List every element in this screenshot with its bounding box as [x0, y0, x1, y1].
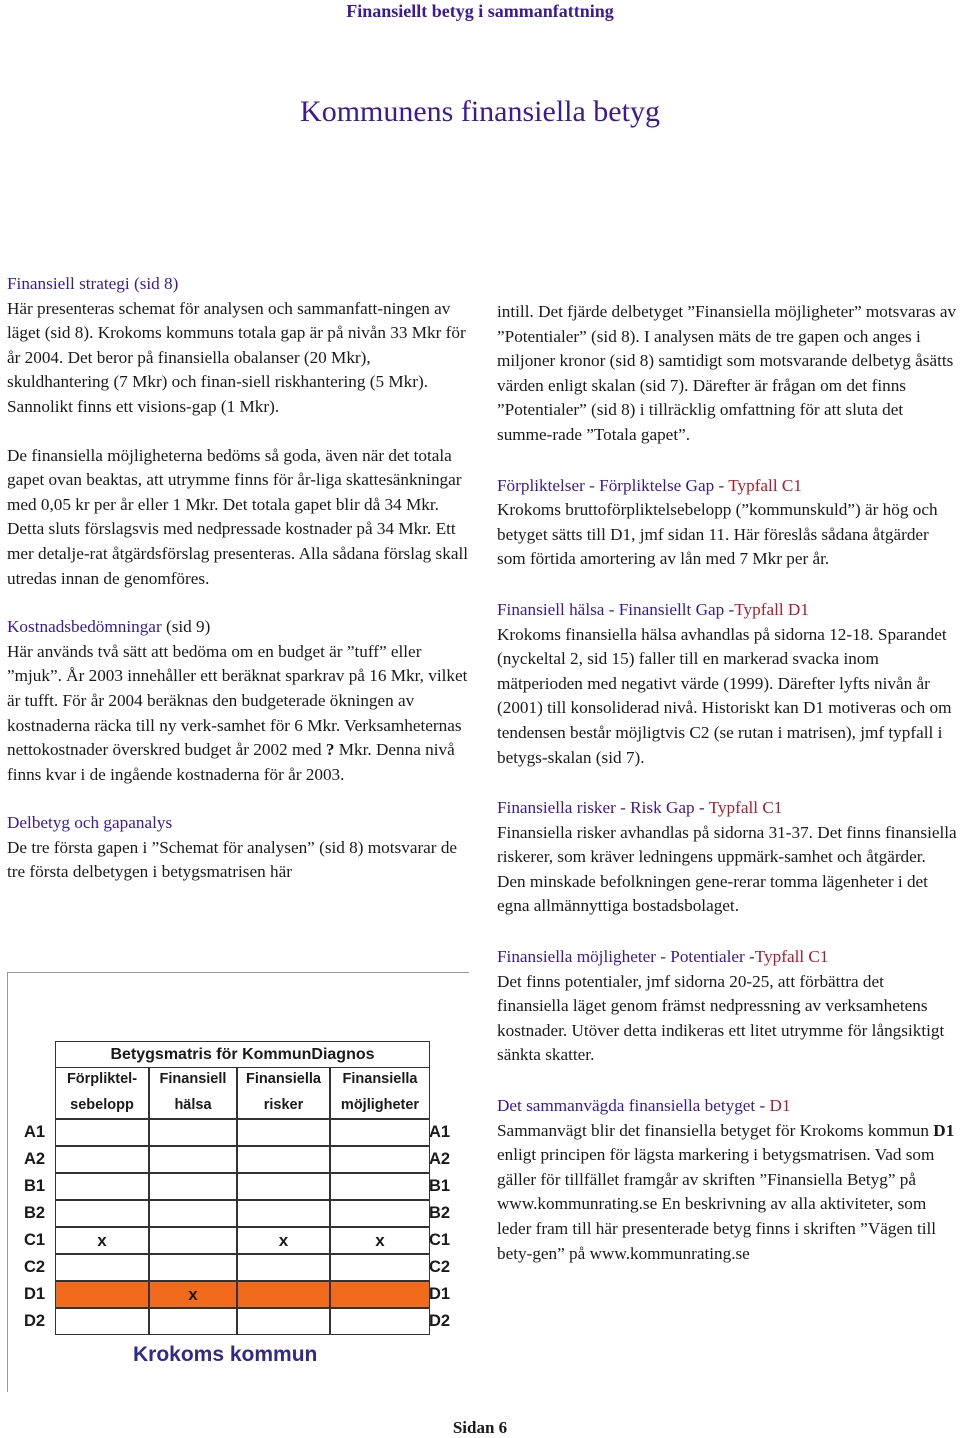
- matrix-cell: [55, 1308, 149, 1335]
- matrix-column-header: hälsa: [174, 1097, 212, 1113]
- overall-grade-bold: D1: [933, 1120, 955, 1140]
- heading-obligations-main: Förpliktelser - Förpliktelse Gap -: [497, 475, 729, 495]
- matrix-mark: x: [188, 1285, 198, 1304]
- paragraph-intro: intill. Det fjärde delbetyget ”Finansiella möjligheter” motsvaras av ”Potentialer” (sid 8). I analysen mäts de tre gapen och anges i miljoner kronor (sid 8) samtidigt som motsvarande delbetyg åsätts värden enligt skalan (sid 7). Därefter är frågan om det finns ”Potentialer” (sid 8) i tillräcklig omfattning för att sluta det summe-rade ”Totala gapet”.: [497, 302, 957, 444]
- heading-risks: [497, 796, 957, 821]
- matrix-mark: x: [278, 1231, 289, 1250]
- matrix-cell: [149, 1308, 237, 1335]
- paragraph-opportunities: De finansiella möjligheterna bedöms så goda, även när det totala gapet ovan beaktas, att utrymme finns för år-liga skattesänkningar med 0,05 kr per år eller 1 Mkr. Det totala gapet blir då 34 Mkr. Detta sluts förslagsvis med nedpressade kostnader på 34 Mkr. Ett mer detalje-rat åtgärdsförslag presenteras. Alla sådana förslag skall utredas innan de genomföres.: [7, 445, 469, 588]
- matrix-row-label: D1: [24, 1285, 46, 1303]
- matrix-row-label: A2: [429, 1150, 451, 1168]
- grade-obligations: Typfall C1: [728, 475, 802, 495]
- matrix-cell: [330, 1254, 430, 1281]
- page-title: Kommunens finansiella betyg: [300, 95, 660, 128]
- section-heading-strategy: Finansiell strategi (sid 8): [7, 274, 179, 293]
- matrix-cell: [55, 1281, 149, 1308]
- heading-costs-suffix: (sid 9): [161, 617, 211, 637]
- matrix-cell: [149, 1227, 237, 1254]
- unknown-value: ?: [325, 740, 335, 760]
- matrix-row-label: D1: [429, 1285, 451, 1303]
- heading-health: [497, 598, 957, 623]
- matrix-row-label: D2: [429, 1312, 451, 1330]
- matrix-column-header: Finansiella: [342, 1071, 418, 1087]
- matrix-footer: Krokoms kommun: [133, 1343, 318, 1366]
- heading-risks-main: Finansiella risker - Risk Gap -: [497, 798, 709, 818]
- paragraph-risks: Finansiella risker avhandlas på sidorna 31-37. Det finns finansiella riskerer, som kräver ledningens uppmärk-samhet och åtgärder. Den minskade befolkningen gene-rerar tomma lägenheter i det egna allmännyttiga bostadsbolaget.: [497, 822, 957, 916]
- matrix-row-label: C1: [429, 1231, 451, 1249]
- matrix-mark: x: [97, 1231, 107, 1250]
- grade-risks: Typfall C1: [708, 798, 783, 818]
- matrix-cell: [149, 1146, 237, 1173]
- matrix-row-label: B2: [429, 1204, 451, 1222]
- paragraph-obligations: Krokoms bruttoförpliktelsebelopp (”kommunskuld”) är hög och betyget sätts till D1, jmf sidan 11. Här föreslås sådana åtgärder som förtida amortering av lån med 7 Mkr per år.: [497, 500, 938, 569]
- page-number: Sidan 6: [452, 1418, 508, 1437]
- matrix-row-label: B1: [24, 1177, 46, 1195]
- paragraph-strategy: Här presenteras schemat för analysen och sammanfatt-ningen av läget (sid 8). Krokoms kommuns totala gap är på nivån 33 Mkr för år 2004. Det beror på finansiella obalanser (20 Mkr), skuldhantering (7 Mkr) och finan-siell riskhantering (5 Mkr). Sannolikt finns ett visions-gap (1 Mkr).: [7, 298, 466, 416]
- paragraph-potentials: Det finns potentialer, jmf sidorna 20-25, att förbättra det finansiella läget genom främst nedpressning av verksamhetens kostnader. Utöver detta indikeras ett litet utrymme för långsiktigt sänkta skatter.: [497, 971, 945, 1065]
- matrix-cell: [149, 1119, 237, 1146]
- paragraph-gap: De tre första gapen i ”Schemat för analysen” (sid 8) motsvarar de tre första delbetygen i betygsmatrisen här: [7, 837, 458, 882]
- heading-potentials-main: Finansiella möjligheter - Potentialer -: [497, 947, 755, 967]
- matrix-cell: [237, 1119, 330, 1146]
- grade-potentials: Typfall C1: [754, 947, 829, 967]
- heading-obligations: [497, 474, 957, 499]
- heading-overall: [497, 1094, 957, 1119]
- matrix-column-header: möjligheter: [340, 1097, 420, 1113]
- matrix-row-label: C2: [24, 1258, 46, 1276]
- matrix-mark: x: [375, 1231, 385, 1250]
- matrix-title: Betygsmatris för KommunDiagnos: [55, 1041, 430, 1067]
- matrix-row-label: C2: [429, 1258, 451, 1276]
- matrix-cell: [149, 1173, 237, 1200]
- matrix-row-label: C1: [24, 1231, 46, 1249]
- matrix-cell: [330, 1281, 430, 1308]
- matrix-column-header: Finansiella: [246, 1071, 321, 1087]
- matrix-cell: [55, 1254, 149, 1281]
- matrix-cell: [330, 1173, 430, 1200]
- matrix-cell: [237, 1281, 330, 1308]
- matrix-cell: [55, 1173, 149, 1200]
- costs-text-a: Här används två sätt att bedöma om en budget är ”tuff” eller ”mjuk”. År 2003 innehåller ett beräknat sparkrav på 16 Mkr, vilket är tufft. För år 2004 beräknas den budgeterade ökningen av kostnaderna räcka till ny verk-samhet för 6 Mkr. Verksamheternas nettokostnader överskred budget år 2002 med: [7, 641, 468, 760]
- costs-text-b: Mkr. Denna nivå finns kvar i de ingående kostnaderna för år 2003.: [7, 740, 455, 784]
- matrix-row-label: B2: [24, 1204, 46, 1222]
- matrix-cell: [237, 1146, 330, 1173]
- grade-matrix: [7, 972, 469, 1392]
- heading-overall-main: Det sammanvägda finansiella betyget -: [497, 1096, 770, 1116]
- section-heading-costs: [7, 615, 469, 640]
- grade-overall: D1: [769, 1096, 791, 1116]
- paragraph-costs: [7, 640, 469, 788]
- matrix-cell: [237, 1173, 330, 1200]
- heading-health-main: Finansiell hälsa - Finansiellt Gap -: [497, 599, 735, 619]
- matrix-column-header: sebelopp: [70, 1097, 134, 1113]
- matrix-row-label: D2: [24, 1312, 46, 1330]
- matrix-row-label: B1: [429, 1177, 451, 1195]
- matrix-column-header: Finansiell: [159, 1071, 227, 1087]
- matrix-row-label: A1: [24, 1123, 46, 1141]
- section-heading-gap: Delbetyg och gapanalys: [7, 813, 173, 833]
- matrix-cell: [55, 1200, 149, 1227]
- right-column: [497, 300, 957, 1266]
- running-title: Finansiellt betyg i sammanfattning: [346, 1, 614, 21]
- matrix-cell: [55, 1146, 149, 1173]
- grade-health: Typfall D1: [734, 599, 809, 619]
- matrix-cell: [55, 1119, 149, 1146]
- matrix-cell: [237, 1308, 330, 1335]
- paragraph-overall: [497, 1119, 957, 1267]
- matrix-cell: [237, 1200, 330, 1227]
- matrix-cell: [237, 1254, 330, 1281]
- matrix-column-header: Förpliktel-: [66, 1071, 138, 1087]
- matrix-row-label: A2: [24, 1150, 46, 1168]
- left-column: [7, 272, 469, 885]
- matrix-column-header: risker: [263, 1097, 304, 1113]
- paragraph-health: Krokoms finansiella hälsa avhandlas på sidorna 12-18. Sparandet (nyckeltal 2, sid 15) faller till en markerad svacka inom mätperioden med negativt värde (1999). Därefter lyfts nivån år (2001) till konsoliderad nivå. Historiskt kan D1 motiveras och om tendensen består möjligtvis C2 (se rutan i matrisen), jmf typfall i betygs-skalan (sid 7).: [497, 624, 952, 767]
- overall-text-a: Sammanvägt blir det finansiella betyget för Krokoms kommun: [497, 1120, 934, 1140]
- matrix-cell: [330, 1119, 430, 1146]
- matrix-row-label: A1: [429, 1123, 451, 1141]
- overall-text-b: enligt principen för lägsta markering i betygsmatrisen. Vad som gäller för tillfället framgår av skriften ”Finansiella Betyg” på www.kommunrating.se En beskrivning av alla aktiviteter, som leder fram till här presenterade betyg finns i skriften ”Vägen till bety-gen” på www.kommunrating.se: [497, 1145, 937, 1263]
- matrix-cell: [149, 1200, 237, 1227]
- heading-potentials: [497, 945, 957, 970]
- matrix-cell: [330, 1146, 430, 1173]
- heading-costs-main: Kostnadsbedömningar: [7, 617, 162, 637]
- matrix-cell: [330, 1308, 430, 1335]
- matrix-cell: [149, 1254, 237, 1281]
- matrix-cell: [330, 1200, 430, 1227]
